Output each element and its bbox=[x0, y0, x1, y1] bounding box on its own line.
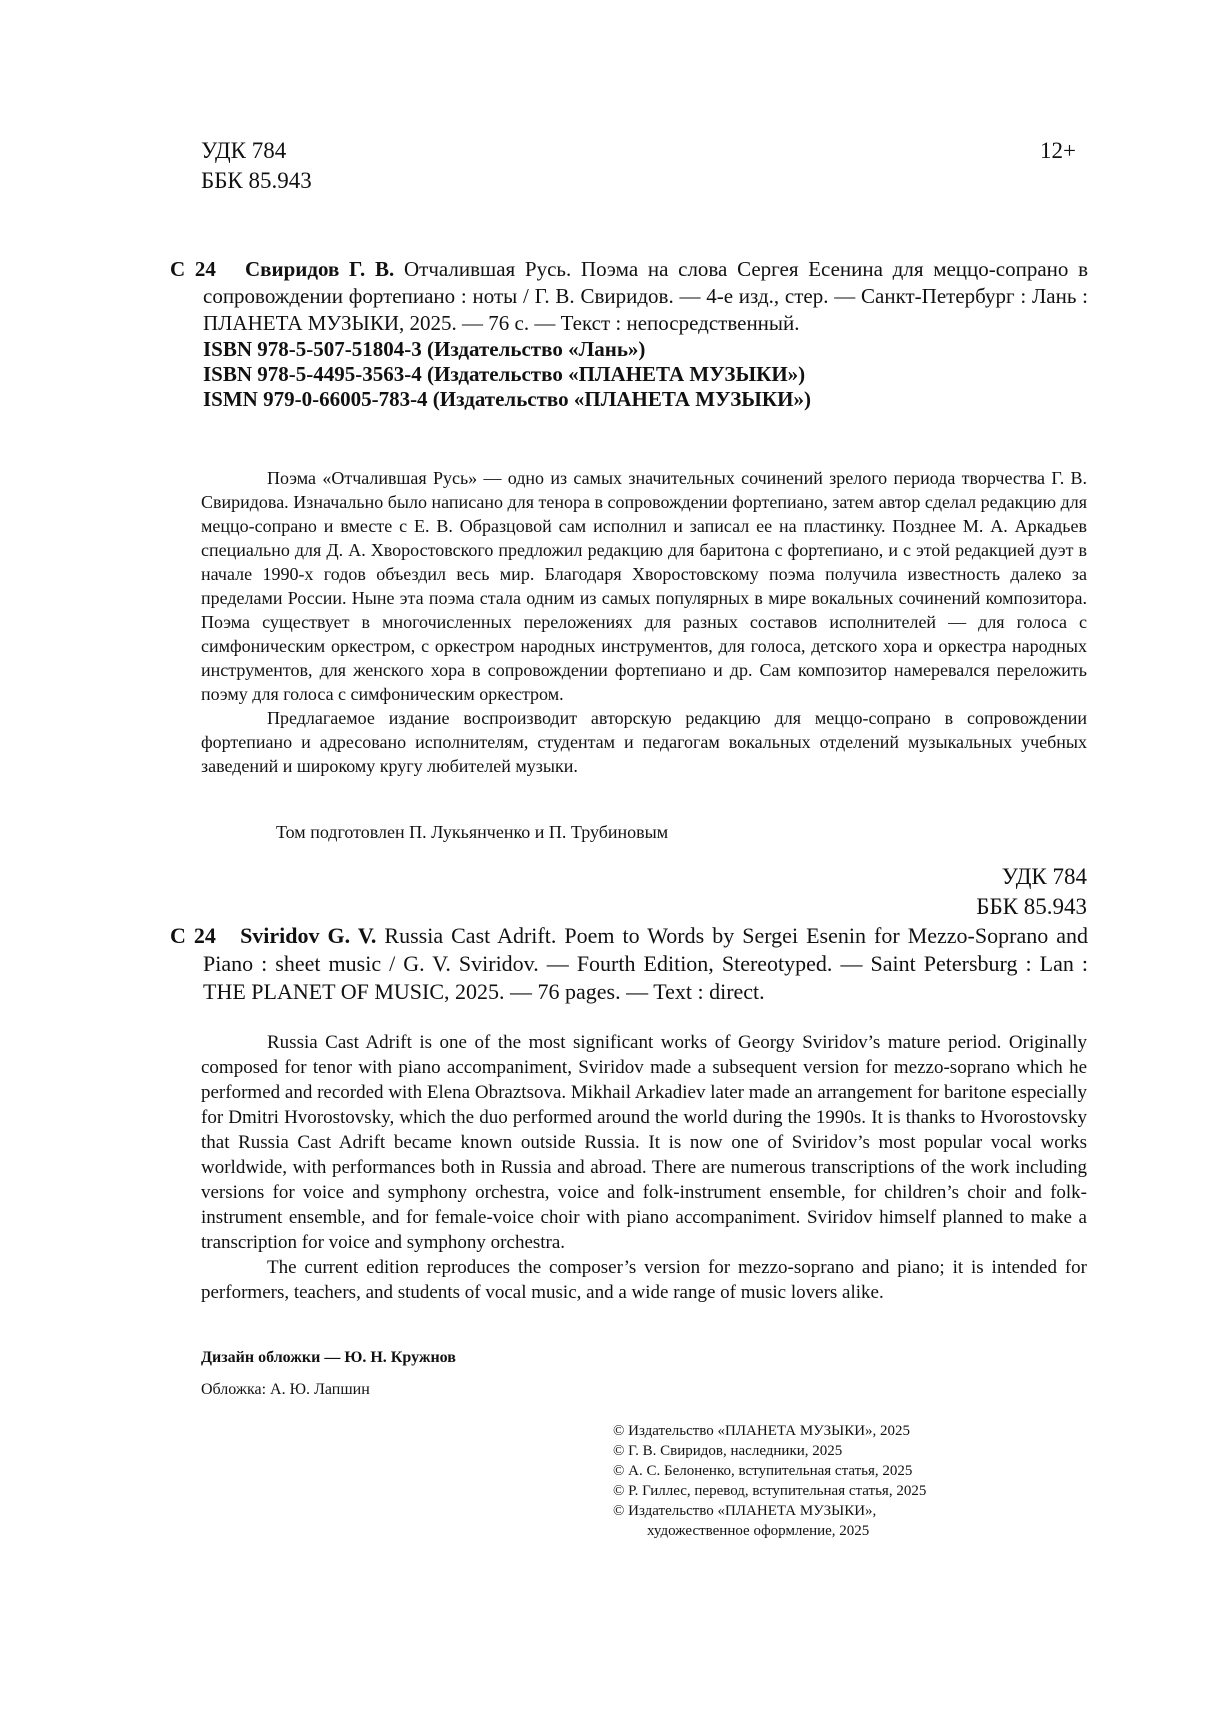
copyright-line: © А. С. Белоненко, вступительная статья, 2025 bbox=[613, 1463, 913, 1479]
en-bbk-code: ББК 85.943 bbox=[976, 894, 1087, 919]
en-entry-author: Sviridov G. V. bbox=[240, 923, 377, 948]
en-bibliographic-entry bbox=[170, 922, 1088, 1006]
udk-code: УДК 784 bbox=[201, 138, 287, 163]
isbn-lan: ISBN 978-5-507-51804-3 (Издательство «Лань») bbox=[203, 337, 646, 361]
ru-annotation-paragraph: Поэма «Отчалившая Русь» — одно из самых значительных сочинений зрелого периода творчества Г. В. Свиридова. Изначально было написано для тенора в сопровождении фортепиано, затем автор сделал редакцию для меццо-сопрано и вместе с Е. В. Образцовой сам исполнил и записал ее на пластинку. Позднее М. А. Аркадьев специально для Д. А. Хворостовского предложил редакцию для баритона с фортепиано, и с этой редакцией дуэт в начале 1990-х годов объездил весь мир. Благодаря Хворостовскому поэма получила известность далеко за пределами России. Ныне эта поэма стала одним из самых популярных в мире вокальных сочинений композитора. Поэма существует в многочисленных переложениях для разных составов исполнителей — для голоса с симфоническим оркестром, с оркестром народных инструментов, для голоса, детского хора и оркестра народных инструментов, для женского хора в сопровождении фортепиано и др. Сам композитор намеревался переложить поэму для голоса с симфоническим оркестром. bbox=[201, 468, 1087, 704]
age-rating: 12+ bbox=[1040, 138, 1076, 163]
copyright-line: © Г. В. Свиридов, наследники, 2025 bbox=[613, 1443, 843, 1459]
ru-bibliographic-entry bbox=[170, 256, 1088, 412]
isbn-planet: ISBN 978-5-4495-3563-4 (Издательство «ПЛАНЕТА МУЗЫКИ») bbox=[203, 362, 806, 386]
copyright-line: © Издательство «ПЛАНЕТА МУЗЫКИ», 2025 bbox=[613, 1423, 911, 1439]
udk-bbk-block bbox=[201, 136, 312, 196]
en-annotation-paragraph: Russia Cast Adrift is one of the most significant works of Georgy Sviridov’s mature period. Originally composed for tenor with piano accompaniment, Sviridov made a subsequent version for mezzo-soprano which he performed and recorded with Elena Obraztsova. Mikhail Arkadiev later made an arrangement for baritone especially for Dmitri Hvorostovsky, which the duo performed around the world during the 1990s. It is thanks to Hvorostovsky that Russia Cast Adrift became known outside Russia. It is now one of Sviridov’s most popular vocal works worldwide, with performances both in Russia and abroad. There are numerous transcriptions of the work including versions for voice and symphony orchestra, voice and folk-instrument ensemble, for children’s choir and folk-instrument ensemble, and for female-voice choir with piano accompaniment. Sviridov himself planned to make a transcription for voice and symphony orchestra. bbox=[201, 1032, 1087, 1253]
ismn-planet: ISMN 979-0-66005-783-4 (Издательство «ПЛАНЕТА МУЗЫКИ») bbox=[203, 387, 811, 411]
copyright-line: © Р. Гиллес, перевод, вступительная статья, 2025 bbox=[613, 1483, 927, 1499]
en-entry-text bbox=[170, 922, 1088, 1006]
ru-annotation bbox=[201, 466, 1087, 778]
en-udk-code: УДК 784 bbox=[1001, 864, 1087, 889]
copyright-block bbox=[613, 1421, 926, 1541]
en-entry-code: С 24 bbox=[170, 923, 216, 948]
ru-entry-text bbox=[170, 256, 1088, 337]
ru-annotation-paragraph: Предлагаемое издание воспроизводит авторскую редакцию для меццо-сопрано в сопровождении фортепиано и адресовано исполнителям, студентам и педагогам вокальных отделений музыкальных учебных заведений и широкому кругу любителей музыки. bbox=[201, 708, 1087, 776]
cover-design-credit: Дизайн обложки — Ю. Н. Кружнов bbox=[201, 1349, 456, 1366]
ru-entry-code: С 24 bbox=[170, 257, 216, 281]
copyright-line: художественное оформление, 2025 bbox=[647, 1523, 870, 1539]
en-udk-bbk-block bbox=[976, 862, 1087, 922]
prepared-by: Том подготовлен П. Лукьянченко и П. Трубиновым bbox=[276, 822, 669, 842]
en-annotation-paragraph: The current edition reproduces the composer’s version for mezzo-soprano and piano; it is intended for performers, teachers, and students of vocal music, and a wide range of music lovers alike. bbox=[201, 1257, 1087, 1303]
ru-entry-author: Свиридов Г. В. bbox=[245, 257, 395, 281]
copyright-line: © Издательство «ПЛАНЕТА МУЗЫКИ», bbox=[613, 1503, 877, 1519]
ru-entry-description: Отчалившая Русь. Поэма на слова Сергея Есенина для меццо-сопрано в сопровождении фортепиано : ноты / Г. В. Свиридов. — 4-е изд., стер. — Санкт-Петербург : Лань : ПЛАНЕТА МУЗЫКИ, 2025. — 76 с. — Текст : непосредственный. bbox=[203, 257, 1089, 335]
bbk-code: ББК 85.943 bbox=[201, 168, 312, 193]
en-entry-description: Russia Cast Adrift. Poem to Words by Sergei Esenin for Mezzo-Soprano and Piano : sheet music / G. V. Sviridov. — Fourth Edition, Stereotyped. — Saint Petersburg : Lan : THE PLANET OF MUSIC, 2025. — 76 pages. — Text : direct. bbox=[203, 923, 1089, 1004]
cover-credit: Обложка: А. Ю. Лапшин bbox=[201, 1381, 370, 1398]
en-annotation bbox=[201, 1030, 1087, 1305]
